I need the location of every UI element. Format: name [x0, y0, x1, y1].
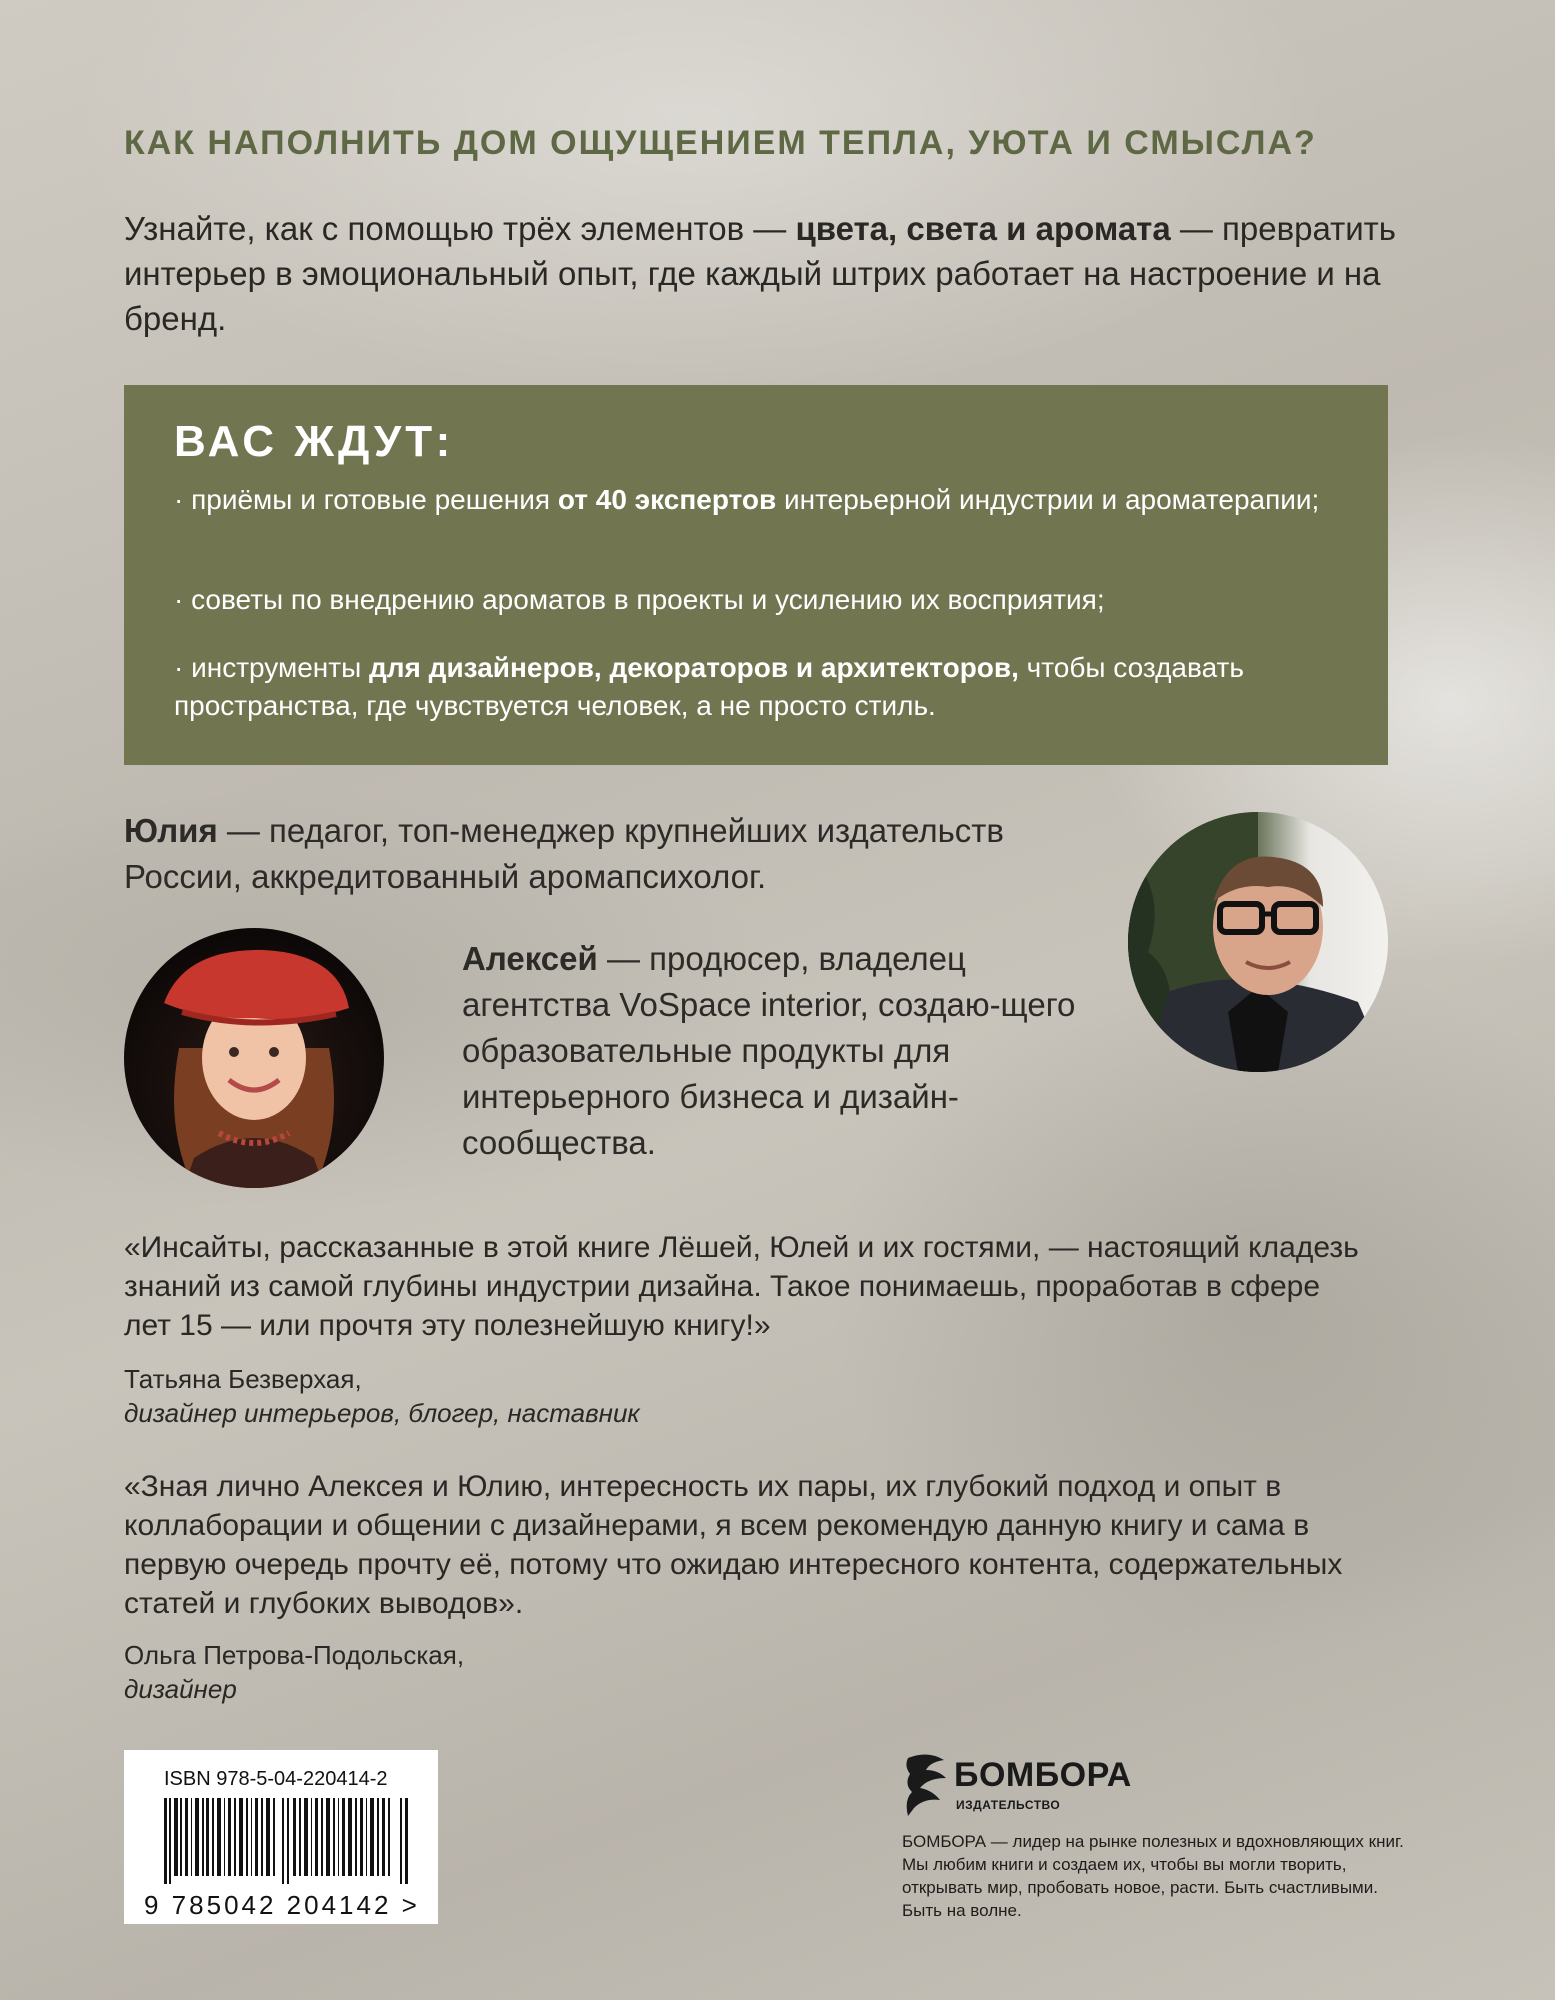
testimonial-author-1 — [124, 1362, 1024, 1430]
isbn-label: ISBN 978-5-04-220414-2 — [164, 1768, 388, 1790]
author-bio-aleksey — [462, 936, 1102, 1166]
barcode-digits: 9 785042 204142 > — [144, 1890, 420, 1920]
barcode-icon — [164, 1798, 414, 1884]
avatar-julia — [124, 928, 384, 1188]
testimonial-author-role-1: дизайнер интерьеров, блогер, наставник — [124, 1398, 640, 1428]
author-bio-julia — [124, 808, 1124, 900]
publisher-description: БОМБОРА — лидер на рынке полезных и вдохновляющих книг. Мы любим книги и создаем их, чтобы вы могли творить, открывать мир, пробовать новое, расти. Быть счастливыми. Быть на волне. — [902, 1832, 1404, 1920]
intro-paragraph — [124, 206, 1424, 341]
publisher-subtitle: ИЗДАТЕЛЬСТВО — [956, 1798, 1061, 1812]
testimonial-author-role-2: дизайнер — [124, 1674, 237, 1704]
testimonial-author-2 — [124, 1638, 1024, 1706]
testimonial-author-name-1: Татьяна Безверхая, — [124, 1364, 362, 1394]
bullet3-bold: для дизайнеров, декораторов и архитекторов, — [369, 652, 1019, 683]
author-desc-julia: — педагог, топ-менеджер крупнейших издательств России, аккредитованный аромапсихолог. — [124, 812, 1004, 895]
isbn-barcode-block — [124, 1750, 438, 1924]
author-name-aleksey: Алексей — [462, 940, 598, 977]
testimonial-quote-1: «Инсайты, рассказанные в этой книге Лёшей, Юлей и их гостями, — настоящий кладезь знаний из самой глубины индустрии дизайна. Такое понимаешь, проработав в сфере лет 15 — или прочтя эту полезнейшую книгу!» — [124, 1231, 1359, 1342]
portrait-julia-icon — [124, 928, 384, 1188]
intro-text-start: Узнайте, как с помощью трёх элементов — — [124, 210, 796, 247]
bullet3-pre: · инструменты — [174, 652, 369, 683]
highlights-title: ВАС ЖДУТ: — [174, 417, 455, 466]
intro-bold: цвета, света и аромата — [795, 210, 1171, 247]
bullet1-bold: от 40 экспертов — [557, 484, 777, 515]
bombora-wave-icon — [902, 1750, 952, 1820]
bullet1-pre: · приёмы и готовые решения — [174, 484, 558, 515]
headline: КАК НАПОЛНИТЬ ДОМ ОЩУЩЕНИЕМ ТЕПЛА, УЮТА И СМЫСЛА? — [124, 124, 1317, 162]
testimonial-quote-2: «Зная лично Алексея и Юлию, интересность их пары, их глубокий подход и опыт в коллаборации и общении с дизайнерами, я всем рекомендую данную книгу и сама в первую очередь прочту её, потому что ожидаю интересного контента, содержательных статей и глубоких выводов». — [124, 1470, 1343, 1620]
publisher-name: БОМБОРА — [954, 1756, 1132, 1794]
avatar-aleksey — [1128, 812, 1388, 1072]
highlight-item-tools — [174, 649, 1324, 725]
portrait-aleksey-icon — [1128, 812, 1388, 1072]
author-desc-aleksey: — продюсер, владелец агентства VoSpace interior, создаю-щего образовательные продукты для интерьерного бизнеса и дизайн-сообщества. — [462, 940, 1076, 1161]
highlights-box — [124, 385, 1388, 765]
testimonial-author-name-2: Ольга Петрова-Подольская, — [124, 1640, 465, 1670]
publisher-logo — [902, 1750, 1162, 1830]
bullet1-post: интерьерной индустрии и ароматерапии; — [776, 484, 1320, 515]
highlight-item-aromas: · советы по внедрению ароматов в проекты и усилению их восприятия; — [174, 584, 1105, 615]
intro-text-end: — превратить интерьер в эмоциональный опыт, где каждый штрих работает на настроение и на бренд. — [124, 210, 1396, 337]
bullet3-post: чтобы создавать пространства, где чувствуется человек, а не просто стиль. — [174, 652, 1244, 721]
author-name-julia: Юлия — [124, 812, 218, 849]
highlight-item-experts — [174, 481, 1324, 519]
